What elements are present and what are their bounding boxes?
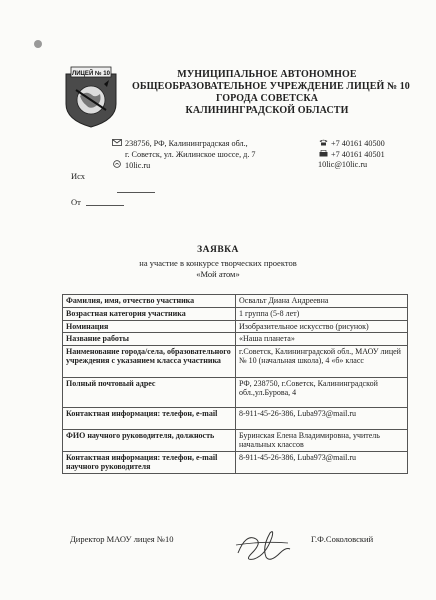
subtitle-line-2: «Мой атом» xyxy=(196,268,240,279)
outgoing-number xyxy=(71,171,85,181)
from-label: От xyxy=(71,197,81,207)
application-table xyxy=(62,294,408,474)
address-line-1: 238756, РФ, Калининградская обл., xyxy=(125,139,248,148)
row-label: Контактная информация: телефон, e-mail научного руководителя xyxy=(63,451,236,473)
table-row xyxy=(63,429,408,451)
table-row xyxy=(63,320,408,333)
row-label: Номинация xyxy=(63,320,236,333)
phone-icon xyxy=(318,139,328,150)
director-title: Директор МАОУ лицея №10 xyxy=(70,534,174,544)
envelope-icon xyxy=(112,139,122,150)
org-line-4: КАЛИНИНГРАДСКОЙ ОБЛАСТИ xyxy=(185,105,349,116)
document-title: ЗАЯВКА xyxy=(197,245,239,255)
outgoing-date xyxy=(71,197,124,207)
outgoing-line xyxy=(112,184,155,194)
director-signature xyxy=(232,523,294,567)
email-link[interactable]: 10lic@10lic.ru xyxy=(318,160,368,169)
row-value: 8-911-45-26-386, Luba973@mail.ru xyxy=(236,451,408,473)
organization-name xyxy=(132,69,410,117)
punch-hole xyxy=(34,40,42,48)
table-row xyxy=(63,295,408,308)
row-value: 1 группа (5-8 лет) xyxy=(236,308,408,321)
row-value: Освальт Диана Андреевна xyxy=(236,295,408,308)
table-row xyxy=(63,377,408,407)
row-label: Возрастная категория участника xyxy=(63,308,236,321)
lyceum-logo xyxy=(62,64,120,128)
row-label: Фамилия, имя, отчество участника xyxy=(63,295,236,308)
row-value: Изобразительное искусство (рисунок) xyxy=(236,320,408,333)
row-label: Контактная информация: телефон, e-mail xyxy=(63,407,236,429)
contacts-address xyxy=(112,139,256,172)
row-label: Полный почтовый адрес xyxy=(63,377,236,407)
row-value: РФ, 238750, г.Советск, Калининградской обл.,ул.Бурова, 4 xyxy=(236,377,408,407)
web-icon xyxy=(112,160,122,172)
org-line-3: ГОРОДА СОВЕТСКА xyxy=(215,93,319,104)
row-value: г.Советск, Калининградской обл., МАОУ лицей № 10 (начальная школа), 4 «б» класс xyxy=(236,345,408,377)
website-link[interactable]: 10lic.ru xyxy=(125,160,151,170)
address-line-2: г. Советск, ул. Жилинское шоссе, д. 7 xyxy=(125,149,256,159)
row-value: 8-911-45-26-386, Luba973@mail.ru xyxy=(236,407,408,429)
table-row xyxy=(63,333,408,346)
row-label: Наименование города/села, образовательного учреждения с указанием класса участника xyxy=(63,345,236,377)
fax-icon xyxy=(318,150,328,161)
contacts-phones xyxy=(318,139,385,171)
row-value: «Наша планета» xyxy=(236,333,408,346)
phone-1: +7 40161 40500 xyxy=(331,139,385,148)
document-subtitle xyxy=(0,258,436,279)
org-line-2: ОБЩЕОБРАЗОВАТЕЛЬНОЕ УЧРЕЖДЕНИЕ ЛИЦЕЙ № 10 xyxy=(132,81,410,92)
row-label: Название работы xyxy=(63,333,236,346)
date-line xyxy=(86,205,124,206)
row-label: ФИО научного руководителя, должность xyxy=(63,429,236,451)
table-row xyxy=(63,308,408,321)
outgoing-label: Исх xyxy=(71,171,86,181)
table-row xyxy=(63,407,408,429)
row-value: Буринская Елена Владимировна, учитель начальных классов xyxy=(236,429,408,451)
phone-2: +7 40161 40501 xyxy=(331,149,385,159)
director-name: Г.Ф.Соколовский xyxy=(311,534,374,544)
logo-text: ЛИЦЕЙ № 10 xyxy=(72,71,110,77)
subtitle-line-1: на участие в конкурсе творческих проектов xyxy=(139,258,297,268)
table-row xyxy=(63,345,408,377)
table-row xyxy=(63,451,408,473)
org-line-1: МУНИЦИПАЛЬНОЕ АВТОНОМНОЕ xyxy=(177,69,357,80)
